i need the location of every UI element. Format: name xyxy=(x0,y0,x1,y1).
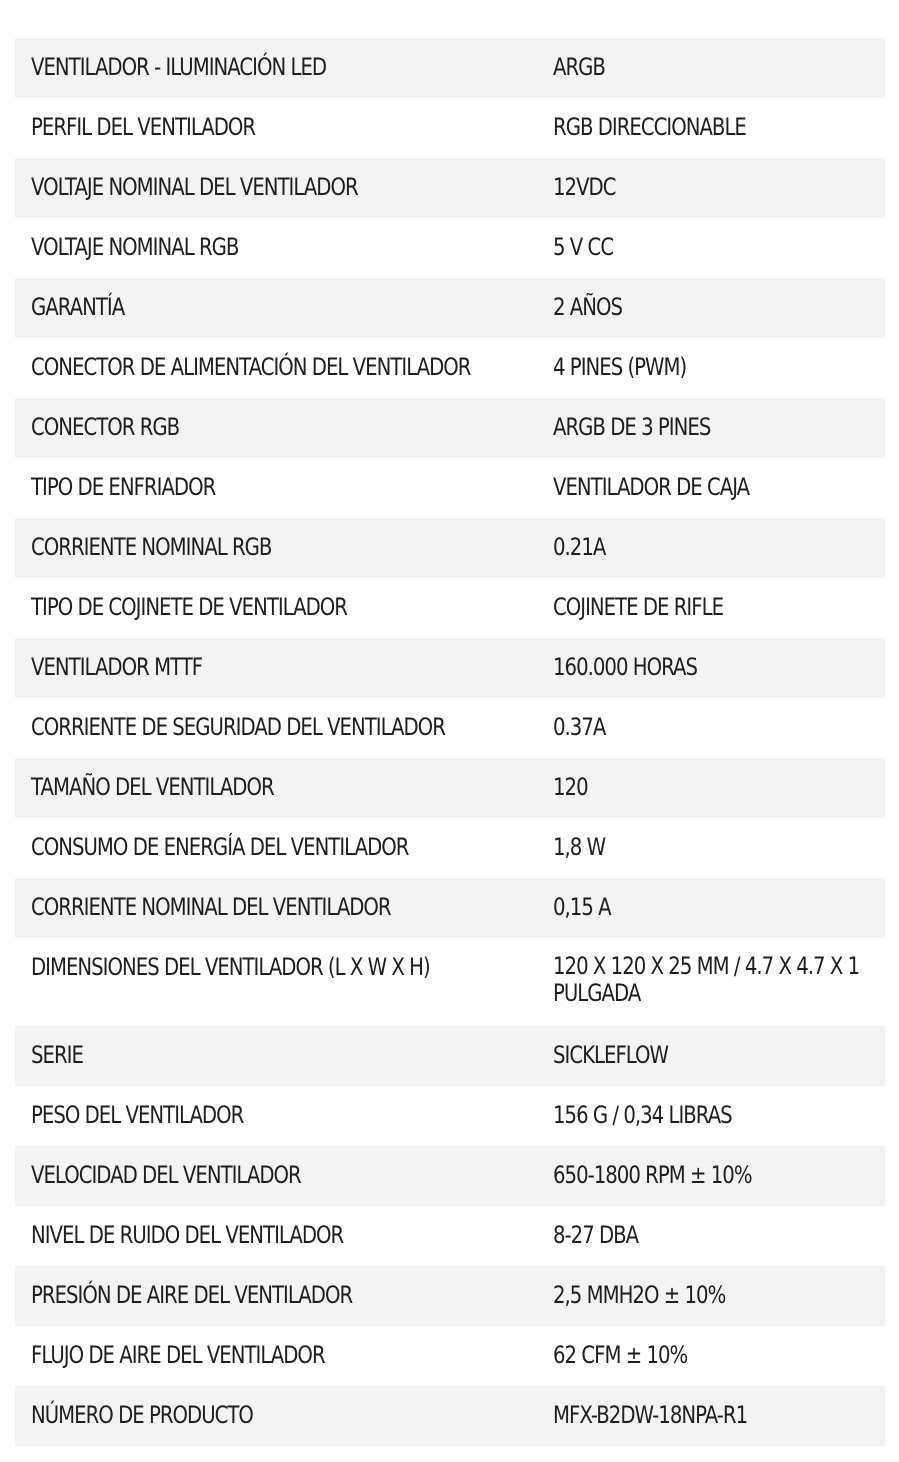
spec-value: 4 PINES (PWM) xyxy=(553,353,687,381)
spec-row xyxy=(15,518,885,578)
spec-label: CORRIENTE NOMINAL RGB xyxy=(31,533,272,561)
spec-label: FLUJO DE AIRE DEL VENTILADOR xyxy=(31,1341,325,1369)
spec-label: VOLTAJE NOMINAL RGB xyxy=(31,233,239,261)
spec-row xyxy=(15,818,885,878)
spec-label: VELOCIDAD DEL VENTILADOR xyxy=(31,1161,301,1189)
spec-value: 650-1800 RPM ± 10% xyxy=(553,1161,752,1189)
spec-row xyxy=(15,38,885,98)
spec-value: COJINETE DE RIFLE xyxy=(553,593,724,621)
spec-value: VENTILADOR DE CAJA xyxy=(553,473,750,501)
spec-label: CONECTOR RGB xyxy=(31,413,180,441)
spec-row xyxy=(15,1266,885,1326)
spec-value: 12VDC xyxy=(553,173,616,201)
spec-value: 120 X 120 X 25 MM / 4.7 X 4.7 X 1 PULGADA xyxy=(553,952,860,1007)
spec-value: 0,15 A xyxy=(553,893,611,921)
spec-row xyxy=(15,158,885,218)
spec-label: VOLTAJE NOMINAL DEL VENTILADOR xyxy=(31,173,358,201)
spec-value: MFX-B2DW-18NPA-R1 xyxy=(553,1401,748,1429)
spec-label: CORRIENTE DE SEGURIDAD DEL VENTILADOR xyxy=(31,713,445,741)
spec-label: GARANTÍA xyxy=(31,293,125,321)
spec-row xyxy=(15,218,885,278)
spec-value: 160.000 HORAS xyxy=(553,653,697,681)
spec-label: CORRIENTE NOMINAL DEL VENTILADOR xyxy=(31,893,391,921)
spec-value: 62 CFM ± 10% xyxy=(553,1341,688,1369)
spec-label: TAMAÑO DEL VENTILADOR xyxy=(31,773,274,801)
spec-row xyxy=(15,1086,885,1146)
spec-value: ARGB DE 3 PINES xyxy=(553,413,711,441)
spec-label: NIVEL DE RUIDO DEL VENTILADOR xyxy=(31,1221,344,1249)
spec-row xyxy=(15,698,885,758)
spec-value: 5 V CC xyxy=(553,233,614,261)
spec-value: RGB DIRECCIONABLE xyxy=(553,113,746,141)
spec-row xyxy=(15,1386,885,1446)
spec-label: TIPO DE ENFRIADOR xyxy=(31,473,216,501)
spec-value: 0.37A xyxy=(553,713,606,741)
spec-label: PRESIÓN DE AIRE DEL VENTILADOR xyxy=(31,1281,353,1309)
spec-row xyxy=(15,1026,885,1086)
spec-row xyxy=(15,578,885,638)
spec-label: VENTILADOR MTTF xyxy=(31,653,203,681)
spec-row xyxy=(15,1146,885,1206)
spec-table xyxy=(15,38,885,1446)
spec-value: 1,8 W xyxy=(553,833,606,861)
spec-label: CONECTOR DE ALIMENTACIÓN DEL VENTILADOR xyxy=(31,353,471,381)
spec-label: PERFIL DEL VENTILADOR xyxy=(31,113,256,141)
spec-row xyxy=(15,638,885,698)
spec-label: TIPO DE COJINETE DE VENTILADOR xyxy=(31,593,347,621)
spec-value: ARGB xyxy=(553,53,605,81)
spec-value: 156 G / 0,34 LIBRAS xyxy=(553,1101,732,1129)
spec-value: 2,5 MMH2O ± 10% xyxy=(553,1281,726,1309)
spec-label: NÚMERO DE PRODUCTO xyxy=(31,1401,253,1429)
spec-row xyxy=(15,758,885,818)
spec-row xyxy=(15,938,885,1026)
spec-row xyxy=(15,338,885,398)
spec-label: VENTILADOR - ILUMINACIÓN LED xyxy=(31,53,327,81)
spec-row xyxy=(15,398,885,458)
spec-value: 120 xyxy=(553,773,588,801)
spec-value: SICKLEFLOW xyxy=(553,1041,669,1069)
spec-label: PESO DEL VENTILADOR xyxy=(31,1101,244,1129)
spec-value: 2 AÑOS xyxy=(553,293,623,321)
spec-row xyxy=(15,278,885,338)
spec-row xyxy=(15,458,885,518)
spec-row xyxy=(15,98,885,158)
spec-value: 8-27 DBA xyxy=(553,1221,639,1249)
spec-label: CONSUMO DE ENERGÍA DEL VENTILADOR xyxy=(31,833,409,861)
spec-label: SERIE xyxy=(31,1041,83,1069)
spec-label: DIMENSIONES DEL VENTILADOR (L X W X H) xyxy=(31,953,430,981)
spec-row xyxy=(15,878,885,938)
spec-value: 0.21A xyxy=(553,533,606,561)
spec-row xyxy=(15,1326,885,1386)
spec-row xyxy=(15,1206,885,1266)
